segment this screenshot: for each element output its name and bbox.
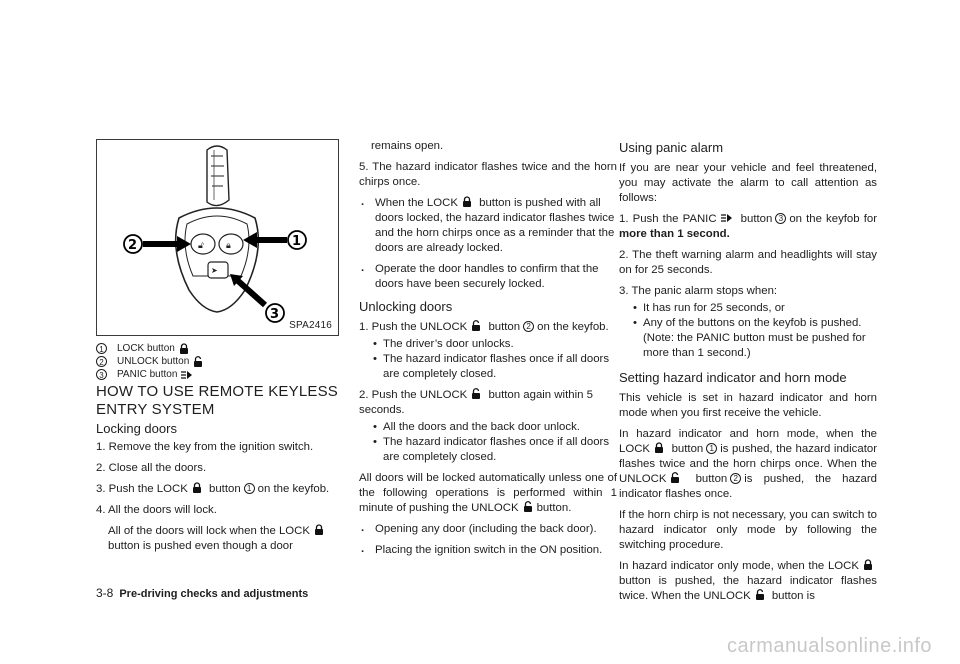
panic-step-1: 1. Push the PANIC button 3 on the keyfob for more than 1 second.	[619, 213, 877, 240]
figure-legend	[96, 342, 207, 381]
lock-note-1: . When the LOCK button is pushed with all doors locked, the hazard indicator flashes twice and the horn chirps once as a reminder that the doors are already locked.	[359, 196, 617, 256]
lock-icon	[179, 343, 189, 354]
lock-icon	[314, 524, 324, 535]
locking-step-1: 1. Remove the key from the ignition switch.	[96, 441, 314, 453]
unlock-bullet-2: • The hazard indicator flashes once if all doors are completely closed.	[371, 352, 617, 382]
page-number: 3-8	[96, 586, 114, 600]
lock-icon	[654, 442, 664, 453]
main-heading: HOW TO USE REMOTE KEYLESS ENTRY SYSTEM	[96, 383, 338, 418]
hazard-para-2: In hazard indicator and horn mode, when the LOCK button 1 is pushed, the hazard indicator flashes twice and the horn chirps once. When the UNLOCK button 2 is pushed, the hazard indicator flashes once.	[619, 428, 877, 500]
panic-alarm-heading: Using panic alarm	[619, 140, 724, 155]
svg-text:🔓︎: 🔓︎	[198, 241, 204, 251]
locking-step-2: 2. Close all the doors.	[96, 462, 207, 474]
locking-step-5: 5. The hazard indicator flashes twice and the horn chirps once.	[359, 161, 617, 188]
locking-step-3: 3. Push the LOCK button 1 on the keyfob.	[96, 483, 330, 495]
panic-intro: If you are near your vehicle and feel threatened, you may activate the alarm to call attention as follows:	[619, 162, 877, 204]
chapter-title: Pre-driving checks and adjustments	[119, 588, 309, 600]
callout-2: 2	[128, 238, 138, 253]
locking-doors-list	[96, 440, 346, 560]
keyfob-figure	[96, 139, 339, 336]
auto-lock-condition-1: . Opening any door (including the back door).	[359, 522, 617, 537]
unlock-icon	[670, 472, 680, 483]
ref-num-1: 1	[706, 443, 717, 454]
panic-step-3: 3. The panic alarm stops when:	[619, 285, 778, 297]
col2-continuation: remains open.	[371, 140, 444, 152]
legend-num-2: 2	[96, 356, 107, 367]
ref-num-2: 2	[730, 473, 741, 484]
locking-step-4-note: All of the doors will lock when the LOCK button is pushed even though a door	[96, 524, 346, 554]
unlock-step-2: 2. Push the UNLOCK button again within 5 seconds.	[359, 389, 593, 416]
hazard-para-1: This vehicle is set in hazard indicator and horn mode when you first receive the vehicle.	[619, 392, 877, 419]
unlock-icon	[471, 388, 481, 399]
svg-text:➤: ➤	[211, 266, 218, 275]
panic-bullet-1: • It has run for 25 seconds, or	[631, 301, 877, 316]
locking-step-4: 4. All the doors will lock.	[96, 504, 217, 516]
legend-row-unlock	[96, 355, 207, 368]
legend-num-1: 1	[96, 343, 107, 354]
unlock-bullet-1: • The driver’s door unlocks.	[371, 337, 617, 352]
unlock-icon	[755, 589, 765, 600]
column-2	[359, 139, 617, 564]
hazard-para-3: If the horn chirp is not necessary, you can switch to hazard indicator only mode by following the switching procedure.	[619, 509, 877, 551]
unlock-bullet-3: • All the doors and the back door unlock.	[371, 420, 617, 435]
legend-num-3: 3	[96, 369, 107, 380]
panic-icon	[181, 370, 193, 380]
auto-lock-note: All doors will be locked automatically unless one of the following operations is performed within 1 minute of pushing the UNLOCK button.	[359, 472, 617, 514]
hazard-para-4: In hazard indicator only mode, when the LOCK button is pushed, the hazard indicator flashes twice. When the UNLOCK button is	[619, 560, 877, 602]
legend-label-panic: PANIC button	[117, 369, 178, 380]
legend-row-lock	[96, 342, 207, 355]
legend-label-lock: LOCK button	[117, 343, 175, 354]
unlock-icon	[471, 320, 481, 331]
column-3	[619, 139, 877, 610]
lock-icon	[192, 482, 202, 493]
lock-note-2: . Operate the door handles to confirm that the doors have been securely locked.	[359, 262, 617, 292]
panic-step-2: 2. The theft warning alarm and headlights will stay on for 25 seconds.	[619, 249, 877, 276]
panic-icon	[721, 213, 733, 223]
unlock-icon	[523, 501, 533, 512]
lock-icon	[462, 196, 472, 207]
auto-lock-condition-2: . Placing the ignition switch in the ON position.	[359, 543, 617, 558]
keyfob-illustration	[97, 140, 338, 335]
callout-1: 1	[292, 234, 302, 249]
panic-bullet-2: • Any of the buttons on the keyfob is pushed. (Note: the PANIC button must be pushed for more than 1 second.)	[631, 316, 877, 361]
svg-text:🔒︎: 🔒︎	[226, 241, 231, 251]
watermark: carmanualsonline.info	[726, 635, 932, 657]
hazard-mode-heading: Setting hazard indicator and horn mode	[619, 370, 847, 385]
callout-3: 3	[270, 307, 280, 322]
lock-icon	[863, 559, 873, 570]
unlocking-doors-heading: Unlocking doors	[359, 299, 453, 314]
legend-row-panic	[96, 368, 207, 381]
locking-doors-heading: Locking doors	[96, 421, 177, 436]
ref-num-1: 1	[244, 483, 255, 494]
page-footer	[96, 586, 308, 600]
unlock-step-1: 1. Push the UNLOCK button 2 on the keyfob.	[359, 321, 609, 333]
unlock-icon	[193, 356, 203, 367]
figure-code: SPA2416	[289, 320, 332, 331]
ref-num-3: 3	[775, 213, 786, 224]
ref-num-2: 2	[523, 321, 534, 332]
unlock-bullet-4: • The hazard indicator flashes once if all doors are completely closed.	[371, 435, 617, 465]
legend-label-unlock: UNLOCK button	[117, 356, 190, 367]
